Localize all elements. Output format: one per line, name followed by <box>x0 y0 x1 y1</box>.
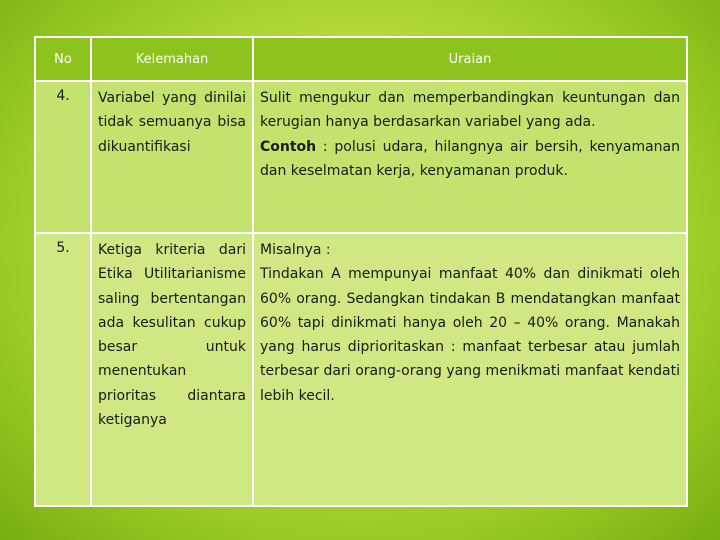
uraian-cell <box>253 81 687 233</box>
kelemahan-cell: Ketiga kriteria dari Etika Utilitarianisme saling bertentangan ada kesulitan cukup besar untuk menentukan prioritas diantara ketiganya <box>91 233 253 506</box>
table-row <box>35 81 687 233</box>
kelemahan-cell: Variabel yang dinilai tidak semuanya bisa dikuantifikasi <box>91 81 253 233</box>
row-number: 4. <box>35 81 91 233</box>
uraian-text: Tindakan A mempunyai manfaat 40% dan dinikmati oleh 60% orang. Sedangkan tindakan B mendatangkan manfaat 60% tapi dinikmati hanya oleh 20 – 40% orang. Manakah yang harus diprioritaskan : manfaat terbesar atau jumlah terbesar dari orang-orang yang menikmati manfaat kendati lebih kecil. <box>260 266 680 404</box>
uraian-intro: Misalnya : <box>260 242 331 258</box>
header-kelemahan: Kelemahan <box>91 37 253 81</box>
header-uraian: Uraian <box>253 37 687 81</box>
example-label: Contoh <box>260 138 317 155</box>
table-header-row <box>35 37 687 81</box>
table-row <box>35 233 687 506</box>
row-number: 5. <box>35 233 91 506</box>
header-no: No <box>35 37 91 81</box>
uraian-example <box>260 135 680 184</box>
uraian-cell <box>253 233 687 506</box>
example-text: : polusi udara, hilangnya air bersih, kenyamanan dan keselmatan kerja, kenyamanan produk. <box>260 138 680 179</box>
uraian-text: Sulit mengukur dan memperbandingkan keuntungan dan kerugian hanya berdasarkan variabel yang ada. <box>260 90 680 131</box>
weakness-table <box>34 36 688 507</box>
